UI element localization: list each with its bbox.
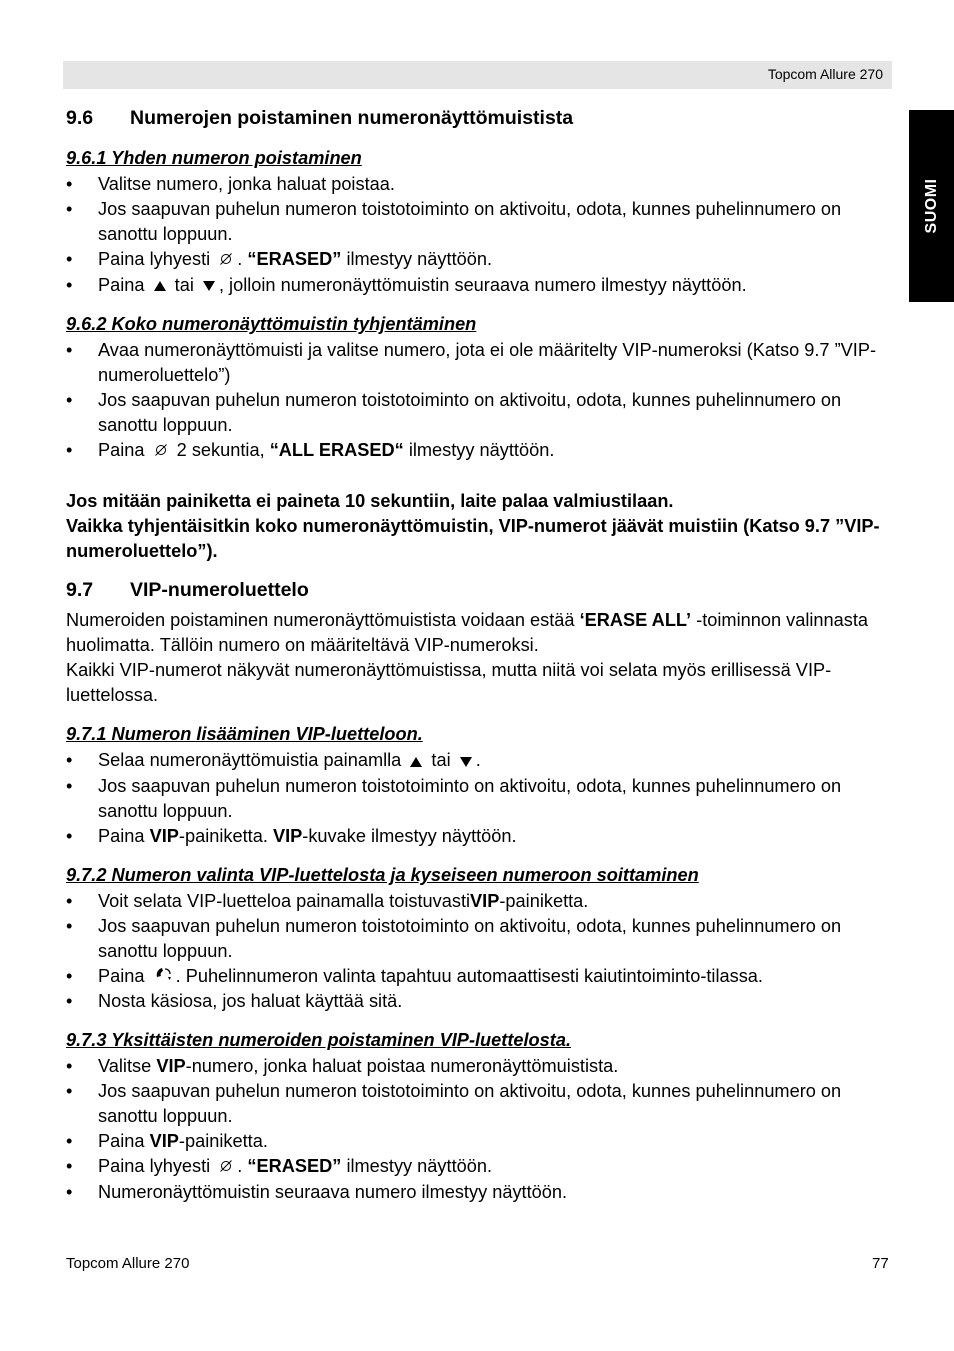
list-item-text: Paina: [98, 274, 145, 295]
note-text: Jos mitään painiketta ei paineta 10 sekuntiin, laite palaa valmiustilaan.: [66, 491, 674, 512]
list-item: [66, 748, 892, 774]
page-number: 77: [872, 1255, 889, 1272]
list-item-text: ilmestyy näyttöön.: [408, 440, 555, 461]
section-heading-9-7: [66, 576, 892, 604]
list-item-text: Paina lyhyesti: [98, 249, 211, 269]
list-item-text: ilmestyy näyttöön.: [346, 249, 493, 269]
list-item-text: -painiketta.: [499, 890, 589, 911]
list-item: [66, 1180, 892, 1205]
vip-label: VIP: [272, 825, 303, 846]
section-title: Numerojen poistaminen numeronäyttömuistista: [130, 107, 574, 129]
list-item: [66, 247, 892, 273]
list-item: [66, 889, 892, 914]
note-vip-memory: [66, 514, 892, 564]
list-item-text: Jos saapuvan puhelun numeron toistotoiminto on aktivoitu, odota, kunnes puhelinnumero on sanottu loppuun.: [98, 1081, 842, 1127]
list-item-text: .: [237, 249, 243, 269]
list-item-text: Valitse numero, jonka haluat poistaa.: [98, 174, 395, 194]
list-item-text: Paina: [98, 965, 145, 986]
note-standby: [66, 489, 892, 514]
list-item: [66, 1129, 892, 1154]
list-item-text: Jos saapuvan puhelun numeron toistotoiminto on aktivoitu, odota, kunnes puhelinnumero on sanottu loppuun.: [98, 390, 842, 436]
list-item: [66, 1154, 892, 1180]
subsection-heading-9-7-3: 9.7.3 Yksittäisten numeroiden poistaminen VIP-luettelosta.: [66, 1030, 572, 1051]
bullet-list-9-6-1: [66, 172, 892, 298]
paragraph-erase-all: [66, 608, 892, 658]
erase-all-label: ‘ERASE ALL’: [579, 610, 692, 631]
delete-icon: [154, 439, 168, 464]
list-item-text: Paina: [98, 440, 145, 461]
section-heading-9-6: [66, 104, 892, 132]
list-item-text: Jos saapuvan puhelun numeron toistotoiminto on aktivoitu, odota, kunnes puhelinnumero on sanottu loppuun.: [98, 775, 842, 821]
down-arrow-icon: [203, 273, 215, 298]
list-item-text: 2 sekuntia,: [176, 440, 265, 461]
section-title: VIP-numeroluettelo: [130, 579, 309, 602]
vip-label: VIP: [470, 890, 500, 911]
paragraph-text: Numeroiden poistaminen numeronäyttömuistista voidaan estää: [66, 610, 575, 631]
list-item-text: Nosta käsiosa, jos haluat käyttää sitä.: [98, 991, 403, 1012]
delete-icon: [219, 1155, 233, 1180]
list-item-text: , jolloin numeronäyttömuistin seuraava numero ilmestyy näyttöön.: [218, 274, 747, 295]
list-item-text: Jos saapuvan puhelun numeron toistotoiminto on aktivoitu, odota, kunnes puhelinnumero on sanottu loppuun.: [98, 199, 842, 244]
list-item: [66, 172, 892, 197]
handset-icon: [154, 964, 172, 989]
list-item-text: -kuvake ilmestyy näyttöön.: [302, 825, 517, 846]
list-item: [66, 914, 892, 964]
bullet-list-9-7-1: [66, 748, 892, 849]
header-title: Topcom Allure 270: [767, 66, 883, 82]
list-item-text: Voit selata VIP-luetteloa painamalla toistuvasti: [98, 890, 471, 911]
list-item: [66, 964, 892, 990]
list-item-text: Valitse: [98, 1056, 152, 1077]
list-item-text: Paina: [98, 1131, 145, 1152]
bullet-list-9-6-2: [66, 338, 892, 464]
list-item-text: Jos saapuvan puhelun numeron toistotoiminto on aktivoitu, odota, kunnes puhelinnumero on sanottu loppuun.: [98, 915, 842, 961]
section-number: 9.6: [66, 107, 94, 129]
vip-label: VIP: [156, 1056, 186, 1077]
list-item-text: . Puhelinnumeron valinta tapahtuu automaattisesti kaiutintoiminto-tilassa.: [175, 965, 763, 986]
list-item-text: Paina: [98, 825, 145, 846]
list-item-text: Numeronäyttömuistin seuraava numero ilmestyy näyttöön.: [98, 1182, 568, 1203]
list-item: [66, 388, 892, 438]
list-item: [66, 1054, 892, 1079]
list-item-text: ilmestyy näyttöön.: [346, 1156, 493, 1177]
paragraph-text: -toiminnon valinnasta huolimatta. Tällöin numero on määriteltävä VIP-numeroksi.: [66, 610, 869, 656]
list-item: [66, 774, 892, 824]
list-item-text: Selaa numeronäyttömuistia painamlla: [98, 750, 402, 771]
list-item: [66, 824, 892, 849]
list-item: [66, 989, 892, 1014]
list-item-text: Avaa numeronäyttömuisti ja valitse numero, jota ei ole määritelty VIP-numeroksi (Katso 9.7 ”VIP-numeroluettelo”): [98, 340, 877, 386]
list-item-text: tai: [174, 274, 194, 295]
note-text: Vaikka tyhjentäisitkin koko numeronäyttömuistin, VIP-numerot jäävät muistiin (Katso 9.7 ”VIP-numeroluettelo”).: [66, 516, 880, 562]
subsection-heading-9-7-1: 9.7.1 Numeron lisääminen VIP-luetteloon.: [66, 724, 423, 745]
page-header-bar: [63, 61, 892, 89]
list-item-text: Paina lyhyesti: [98, 1156, 211, 1177]
up-arrow-icon: [410, 749, 422, 774]
down-arrow-icon: [460, 749, 472, 774]
bullet-list-9-7-2: [66, 889, 892, 1015]
vip-label: VIP: [149, 825, 179, 846]
list-item: [66, 1079, 892, 1129]
erased-label: “ERASED”: [247, 249, 342, 269]
delete-icon: [219, 248, 233, 273]
list-item: [66, 438, 892, 464]
list-item: [66, 197, 892, 247]
list-item-text: -numero, jonka haluat poistaa numeronäyttömuistista.: [185, 1056, 619, 1077]
up-arrow-icon: [154, 273, 166, 298]
vip-label: VIP: [149, 1131, 179, 1152]
subsection-heading-9-6-1: 9.6.1 Yhden numeron poistaminen: [66, 148, 362, 168]
list-item-text: .: [475, 750, 481, 771]
language-tab: [909, 110, 954, 302]
list-item-text: tai: [431, 750, 451, 771]
subsection-heading-9-6-2: 9.6.2 Koko numeronäyttömuistin tyhjentäminen: [66, 314, 477, 335]
paragraph-vip-list: Kaikki VIP-numerot näkyvät numeronäyttömuistissa, mutta niitä voi selata myös erillisessä VIP-luettelossa.: [66, 660, 832, 706]
list-item: [66, 273, 892, 299]
subsection-heading-9-7-2: 9.7.2 Numeron valinta VIP-luettelosta ja kyseiseen numeroon soittaminen: [66, 864, 699, 885]
language-tab-label: SUOMI: [922, 178, 940, 234]
list-item-text: .: [237, 1156, 243, 1177]
section-number: 9.7: [66, 579, 94, 602]
page-content: [66, 104, 892, 1205]
bullet-list-9-7-3: [66, 1054, 892, 1205]
list-item: [66, 338, 892, 388]
footer-product-name: Topcom Allure 270: [66, 1255, 190, 1272]
erased-label: “ERASED”: [247, 1156, 342, 1177]
list-item-text: -painiketta.: [178, 825, 268, 846]
all-erased-label: “ALL ERASED“: [269, 440, 404, 461]
list-item-text: -painiketta.: [178, 1131, 268, 1152]
